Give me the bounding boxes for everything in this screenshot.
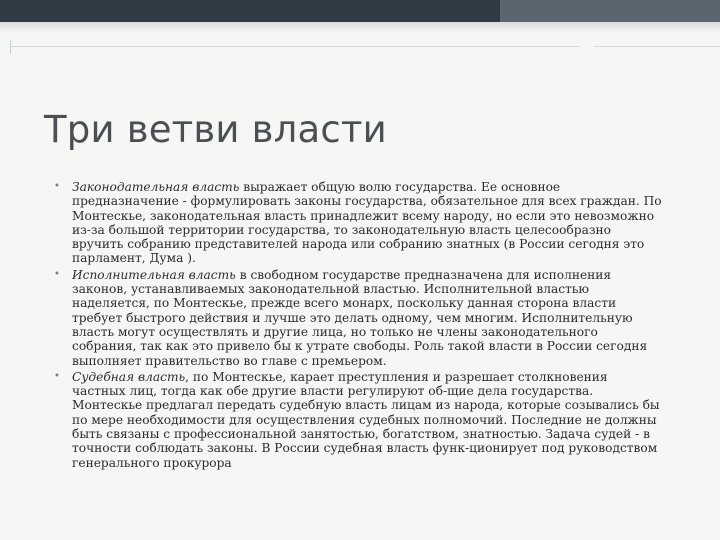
bullet-term: Законодательная власть [72, 180, 240, 194]
bullet-judicial [52, 370, 664, 470]
top-band-shadow [0, 22, 720, 32]
bullet-term: Судебная власть [72, 369, 186, 384]
top-band-accent [500, 0, 720, 22]
decorative-left-rule [10, 40, 11, 54]
bullet-dot-icon: • [54, 268, 60, 280]
bullet-legislative [52, 180, 664, 266]
bullet-dot-icon: • [54, 370, 60, 382]
bullet-dot-icon: • [54, 181, 60, 192]
decorative-right-rule [594, 46, 720, 47]
slide-title: Три ветви власти [44, 108, 387, 151]
bullet-term: Исполнительная власть [72, 267, 236, 282]
bullet-list [52, 180, 664, 472]
decorative-top-rule [10, 46, 580, 47]
bullet-executive [52, 268, 664, 368]
bullet-text: в свободном государстве предназначена для исполнения законов, устанавливаемых законодательной властью. Исполнительной властью наделяется, по Монтескье, прежде всего монарх, поскольку данная сторона власти требует быстрого действия и лучше это делать одному, чем многим. Исполнительную власть могут осуществлять и другие лица, но только не члены законодательного собрания, так как это привело бы к утрате свободы. Роль такой власти в России сегодня выполняет правительство во главе с премьером. [72, 267, 648, 368]
top-band [0, 0, 720, 22]
bullet-text: выражает общую волю государства. Ее основное предназначение - формулировать законы государства, обязательное для всех граждан. По Монтескье, законодательная власть принадлежит всему народу, но если это невозможно из-за большой территории государства, то законодательную власть целесообразно вручить собранию представителей народа или собранию знатных (в России сегодня это парламент, Дума ). [72, 180, 662, 266]
bullet-text: , по Монтескье, карает преступления и разрешает столкновения частных лиц, тогда как обе другие власти регулируют об-щие дела государства. Монтескье предлагал передать судебную власть лицам из народа, которые созывались бы по мере необходимости для осуществления судебных полномочий. Последние не должны быть связаны с профессиональной занятостью, богатством, знатностью. Задача судей - в точности соблюдать законы. В России судебная власть функ-ционирует под руководством генерального прокурора [72, 369, 660, 470]
